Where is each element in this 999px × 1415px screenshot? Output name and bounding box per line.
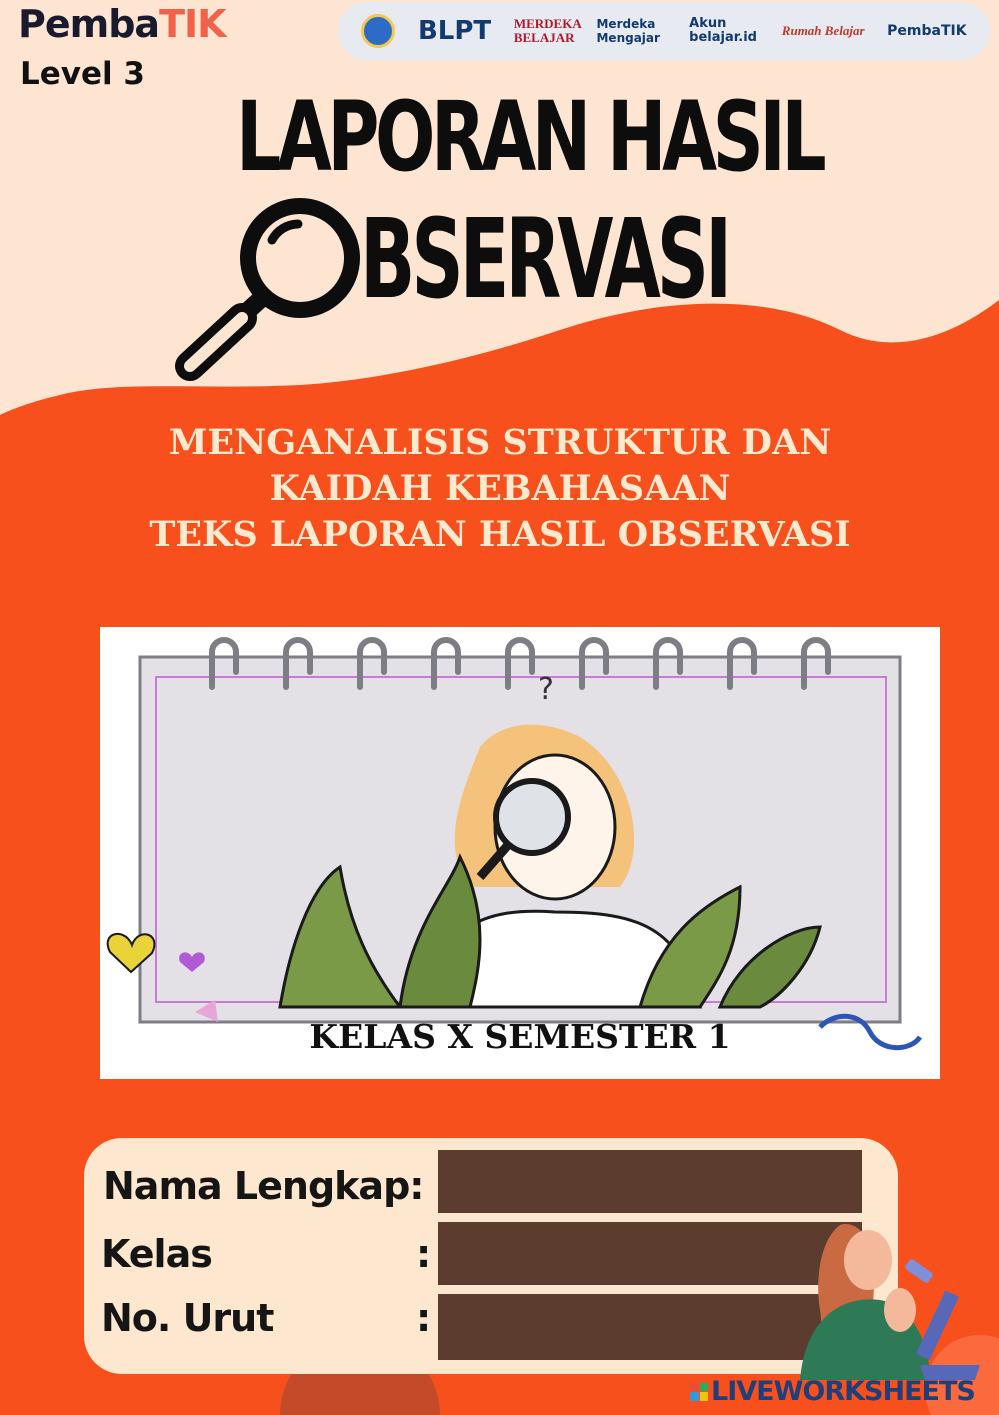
- order-number-label: No. Urut: [101, 1296, 274, 1340]
- partner-merdeka-belajar: MERDEKA BELAJAR: [513, 16, 581, 45]
- tut-wuri-logo-icon: [361, 14, 395, 48]
- order-number-colon: :: [416, 1296, 432, 1340]
- level-label: Level 3: [20, 56, 145, 92]
- page-title-line2: BSERVASI: [360, 195, 729, 323]
- subtitle-line: TEKS LAPORAN HASIL OBSERVASI: [149, 514, 851, 555]
- full-name-label: Nama Lengkap:: [103, 1164, 424, 1208]
- subtitle-line: KAIDAH KEBAHASAAN: [269, 468, 731, 509]
- partner-merdeka-mengajar: Merdeka Mengajar: [596, 17, 660, 45]
- magnifier-icon: [168, 196, 368, 386]
- partner-blpt: BLPT: [417, 16, 492, 46]
- liveworksheets-logo-icon: [690, 1383, 708, 1401]
- class-semester-caption: KELAS X SEMESTER 1: [309, 1017, 731, 1056]
- question-mark: ?: [538, 672, 554, 707]
- class-label: Kelas: [101, 1232, 212, 1276]
- partner-akun-belajar: Akun belajar.id: [689, 16, 757, 45]
- partner-rumah-belajar: Rumah Belajar: [781, 23, 865, 38]
- pembatik-logo: [8, 2, 268, 62]
- logo-main-text: Pemba: [18, 2, 160, 46]
- partner-logos-bar: [338, 2, 990, 60]
- illustration-card: [100, 627, 940, 1079]
- class-colon: :: [416, 1232, 432, 1276]
- scientist-illustration: [780, 1200, 990, 1380]
- logo-accent-text: TIK: [159, 2, 226, 46]
- subtitle-line: MENGANALISIS STRUKTUR DAN: [168, 422, 832, 463]
- subtitle: [60, 420, 940, 558]
- liveworksheets-watermark: [690, 1376, 975, 1407]
- partner-pembatik: PembaTIK: [887, 23, 967, 39]
- watermark-text: LIVEWORKSHEETS: [711, 1376, 975, 1407]
- page-title-line1: LAPORAN HASIL: [236, 81, 823, 193]
- notebook-illustration: [100, 627, 940, 1079]
